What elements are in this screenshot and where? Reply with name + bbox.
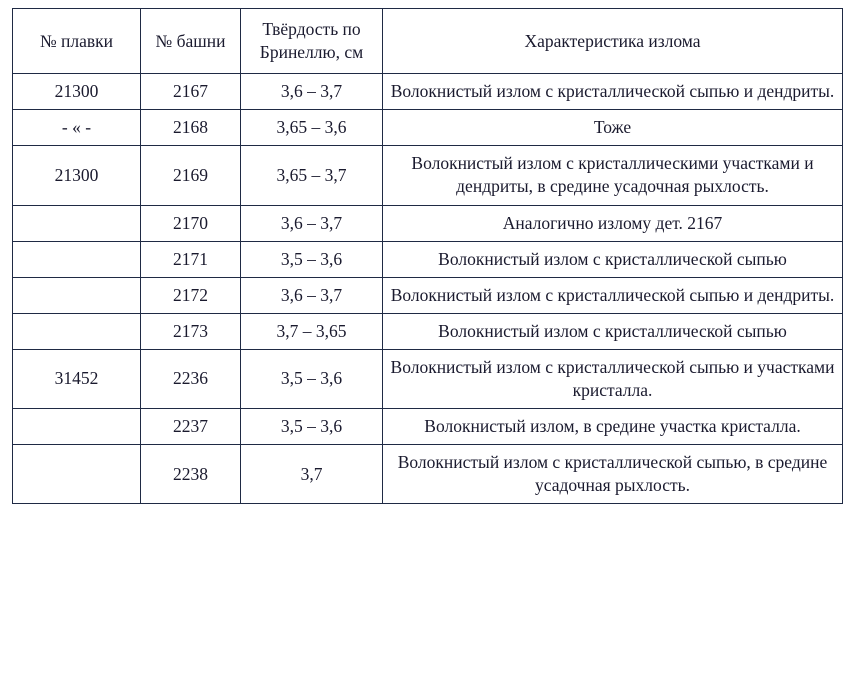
cell-tower-number: 2169 [141,146,241,205]
cell-heat-number [13,445,141,504]
column-header-fracture-description: Характеристика излома [383,9,843,74]
cell-tower-number: 2237 [141,409,241,445]
table-row [13,241,843,277]
cell-description: Волокнистый излом с кристаллической сыпью и дендриты. [383,277,843,313]
cell-tower-number: 2171 [141,241,241,277]
cell-hardness: 3,7 – 3,65 [241,313,383,349]
cell-tower-number: 2167 [141,74,241,110]
cell-heat-number [13,409,141,445]
cell-tower-number: 2238 [141,445,241,504]
cell-heat-number [13,277,141,313]
cell-description: Волокнистый излом с кристаллической сыпью и участками кристалла. [383,349,843,408]
cell-description: Волокнистый излом с кристаллической сыпью и дендриты. [383,74,843,110]
cell-description: Тоже [383,110,843,146]
cell-heat-number: - « - [13,110,141,146]
cell-description: Волокнистый излом, в средине участка кристалла. [383,409,843,445]
cell-heat-number: 21300 [13,74,141,110]
cell-heat-number: 31452 [13,349,141,408]
cell-heat-number [13,205,141,241]
cell-tower-number: 2168 [141,110,241,146]
cell-description: Волокнистый излом с кристаллической сыпью, в средине усадочная рыхлость. [383,445,843,504]
table-body [13,74,843,504]
table-row [13,74,843,110]
cell-hardness: 3,6 – 3,7 [241,74,383,110]
cell-heat-number [13,313,141,349]
cell-tower-number: 2236 [141,349,241,408]
cell-hardness: 3,65 – 3,7 [241,146,383,205]
table-row [13,277,843,313]
table-row [13,409,843,445]
cell-description: Аналогично излому дет. 2167 [383,205,843,241]
cell-hardness: 3,6 – 3,7 [241,277,383,313]
fracture-characteristics-table [12,8,843,504]
table-header [13,9,843,74]
column-header-tower-number: № башни [141,9,241,74]
table-row [13,146,843,205]
table-row [13,313,843,349]
column-header-heat-number: № плавки [13,9,141,74]
cell-tower-number: 2173 [141,313,241,349]
table-header-row [13,9,843,74]
cell-hardness: 3,5 – 3,6 [241,349,383,408]
table-row [13,445,843,504]
cell-hardness: 3,6 – 3,7 [241,205,383,241]
cell-tower-number: 2172 [141,277,241,313]
cell-hardness: 3,5 – 3,6 [241,241,383,277]
table-row [13,110,843,146]
cell-tower-number: 2170 [141,205,241,241]
table-row [13,349,843,408]
table-row [13,205,843,241]
cell-hardness: 3,65 – 3,6 [241,110,383,146]
cell-description: Волокнистый излом с кристаллическими участками и дендриты, в средине усадочная рыхлость. [383,146,843,205]
cell-hardness: 3,5 – 3,6 [241,409,383,445]
cell-description: Волокнистый излом с кристаллической сыпью [383,241,843,277]
column-header-brinell-hardness: Твёрдость по Бринеллю, см [241,9,383,74]
cell-hardness: 3,7 [241,445,383,504]
cell-description: Волокнистый излом с кристаллической сыпью [383,313,843,349]
cell-heat-number [13,241,141,277]
cell-heat-number: 21300 [13,146,141,205]
